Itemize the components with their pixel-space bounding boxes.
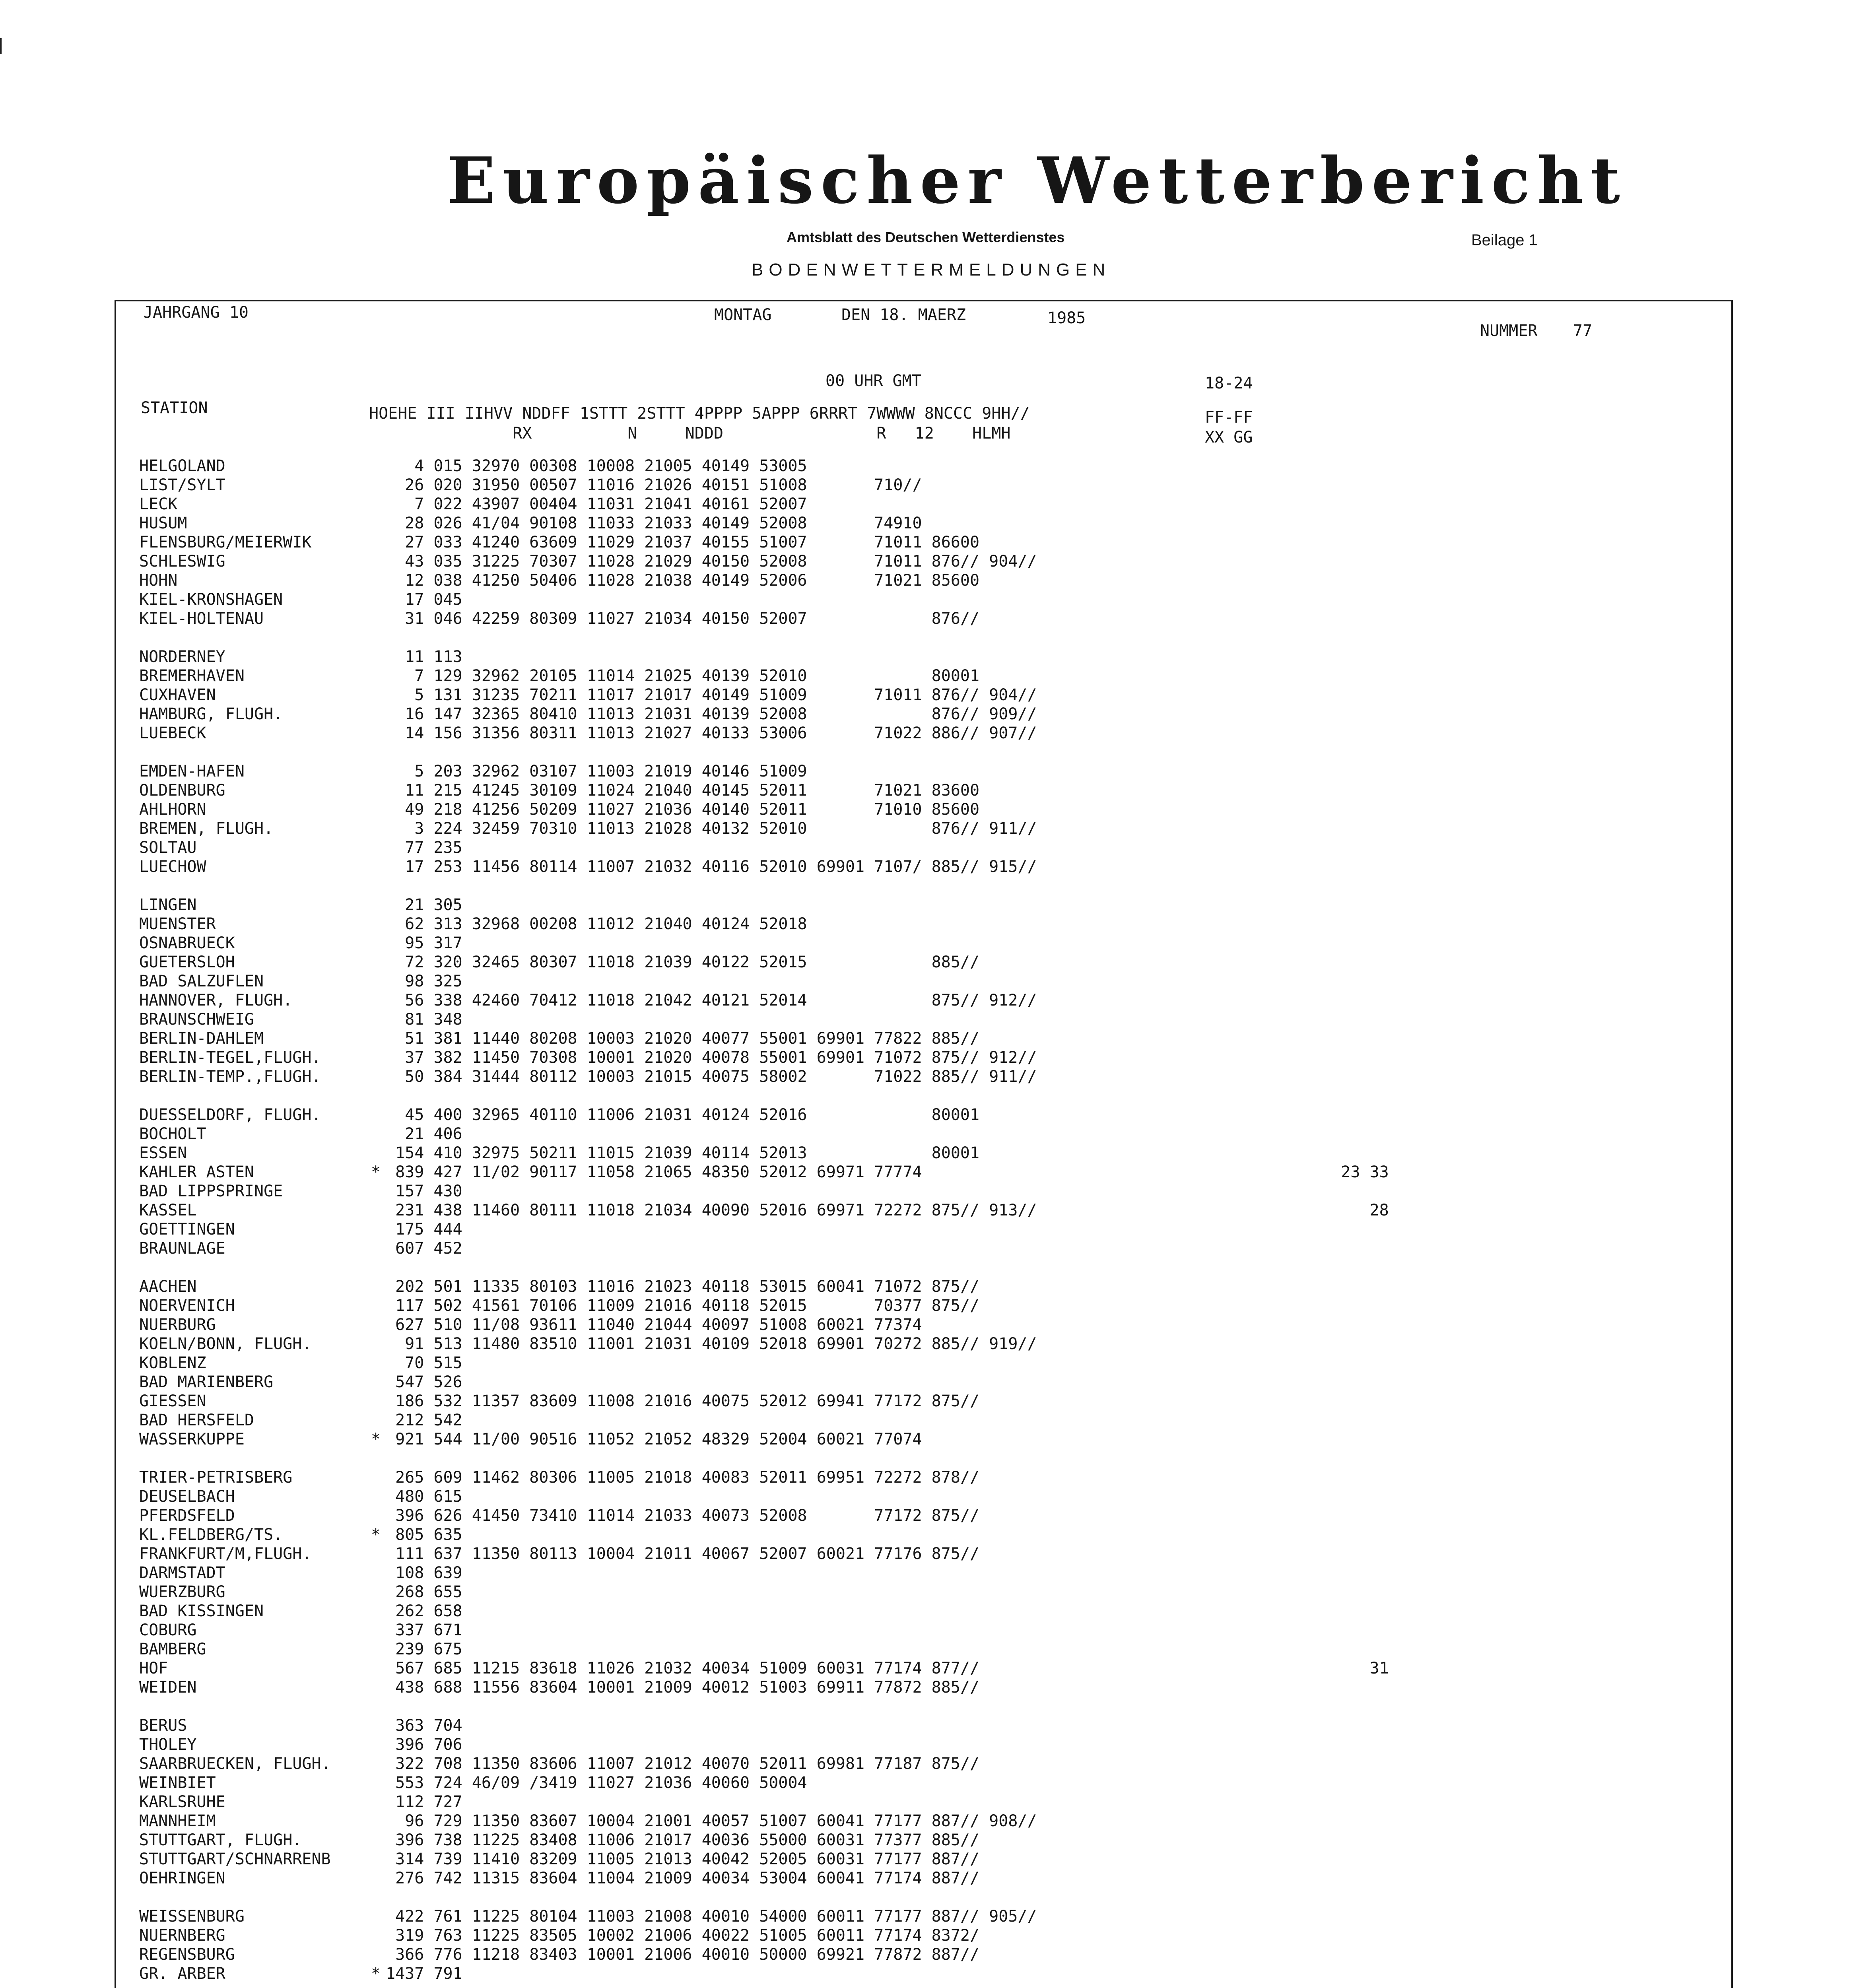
- station-row: [139, 1010, 1451, 1029]
- station-row: [139, 1392, 1451, 1411]
- station-data: 239 675: [386, 1640, 462, 1658]
- station-row: [139, 1602, 1451, 1621]
- station-data: 7 129 32962 20105 11014 21025 40139 52010 80001: [386, 667, 980, 685]
- station-row: [139, 476, 1451, 495]
- station-name: AACHEN: [139, 1277, 197, 1296]
- station-row: [139, 838, 1451, 857]
- station-data: 56 338 42460 70412 11018 21042 40121 52014 875// 912//: [386, 991, 1037, 1010]
- station-row: [139, 666, 1451, 685]
- station-name: BREMEN, FLUGH.: [139, 819, 274, 838]
- station-name: NOERVENICH: [139, 1297, 235, 1315]
- station-name: BAD KISSINGEN: [139, 1602, 264, 1620]
- station-row: [139, 1143, 1451, 1163]
- station-data: 363 704: [386, 1716, 462, 1735]
- station-data: 43 035 31225 70307 11028 21029 40150 52008 71011 876// 904//: [386, 552, 1037, 571]
- station-name: KOELN/BONN, FLUGH.: [139, 1335, 312, 1353]
- station-data: 265 609 11462 80306 11005 21018 40083 52011 69951 72272 878//: [386, 1468, 980, 1487]
- station-row: [139, 1124, 1451, 1143]
- station-row: [139, 1048, 1451, 1067]
- station-name: GR. ARBER: [139, 1965, 225, 1983]
- station-row: [139, 1831, 1451, 1850]
- station-row: [139, 762, 1451, 781]
- station-name: OEHRINGEN: [139, 1869, 225, 1887]
- extra-header-line-2: XX GG: [1205, 428, 1253, 447]
- station-data: 157 430: [386, 1182, 462, 1200]
- station-row: [139, 1926, 1451, 1945]
- station-data: 4 015 32970 00308 10008 21005 40149 53005: [386, 457, 807, 475]
- station-row: [139, 1544, 1451, 1563]
- station-name: BERUS: [139, 1716, 187, 1735]
- station-row: [139, 1563, 1451, 1582]
- station-row: [139, 1506, 1451, 1525]
- group-spacer: [139, 1983, 1451, 1988]
- station-data: 231 438 11460 80111 11018 21034 40090 52016 69971 72272 875// 913//: [386, 1201, 1037, 1219]
- station-row: [139, 1582, 1451, 1602]
- station-name: MUENSTER: [139, 915, 216, 933]
- station-data: 921 544 11/00 90516 11052 21052 48329 52004 60021 77074: [386, 1430, 922, 1448]
- station-data: 547 526: [386, 1373, 462, 1391]
- station-data: 11 215 41245 30109 11024 21040 40145 52011 71021 83600: [386, 781, 980, 800]
- station-data: 396 626 41450 73410 11014 21033 40073 52008 77172 875//: [386, 1507, 980, 1525]
- station-row: [139, 1678, 1451, 1697]
- station-data: 17 253 11456 80114 11007 21032 40116 52010 69901 7107/ 885// 915//: [386, 858, 1037, 876]
- station-data: 268 655: [386, 1583, 462, 1601]
- group-spacer: [139, 1888, 1451, 1907]
- station-name: HAMBURG, FLUGH.: [139, 705, 283, 723]
- station-row: [139, 685, 1451, 705]
- station-data: 31 046 42259 80309 11027 21034 40150 52007 876//: [386, 610, 980, 628]
- station-row: [139, 1411, 1451, 1430]
- station-data: 3 224 32459 70310 11013 21028 40132 52010 876// 911//: [386, 819, 1037, 838]
- station-data: 567 685 11215 83618 11026 21032 40034 51009 60031 77174 877//: [386, 1659, 980, 1677]
- mountain-marker: *: [371, 1965, 381, 1983]
- station-row: [139, 1201, 1451, 1220]
- station-name: BAD MARIENBERG: [139, 1373, 274, 1391]
- station-column-header: STATION: [141, 399, 208, 417]
- page-title: Europäischer Wetterbericht: [447, 143, 1627, 218]
- group-spacer: [139, 743, 1451, 762]
- station-data: 337 671: [386, 1621, 462, 1639]
- group-spacer: [139, 1086, 1451, 1105]
- code-header-line-1: HOEHE III IIHVV NDDFF 1STTT 2STTT 4PPPP 5APPP 6RRRT 7WWWW 8NCCC 9HH//: [369, 404, 1030, 423]
- station-row: [139, 1792, 1451, 1811]
- station-data: 28 026 41/04 90108 11033 21033 40149 52008 74910: [386, 514, 922, 532]
- station-extra: 28: [1312, 1201, 1389, 1219]
- station-row: [139, 1182, 1451, 1201]
- section-title: BODENWETTERMELDUNGEN: [752, 260, 1111, 280]
- station-row: [139, 456, 1451, 476]
- station-name: LUEBECK: [139, 724, 206, 742]
- station-data: 805 635: [386, 1526, 462, 1544]
- station-data: 117 502 41561 70106 11009 21016 40118 52015 70377 875//: [386, 1297, 980, 1315]
- station-row: [139, 705, 1451, 724]
- station-extra: 23 33: [1312, 1163, 1389, 1181]
- station-data: 45 400 32965 40110 11006 21031 40124 52016 80001: [386, 1106, 980, 1124]
- station-data: 112 727: [386, 1793, 462, 1811]
- station-name: HANNOVER, FLUGH.: [139, 991, 293, 1010]
- publisher-subtitle: Amtsblatt des Deutschen Wetterdienstes: [787, 229, 1065, 245]
- supplement-label: Beilage 1: [1471, 231, 1538, 249]
- station-row: [139, 1964, 1451, 1983]
- station-name: NORDERNEY: [139, 648, 225, 666]
- extra-time-label: 18-24: [1205, 374, 1253, 392]
- station-name: KIEL-HOLTENAU: [139, 610, 264, 628]
- station-row: [139, 514, 1451, 533]
- station-name: STUTTGART, FLUGH.: [139, 1831, 302, 1849]
- station-data: 262 658: [386, 1602, 462, 1620]
- station-row: [139, 1716, 1451, 1735]
- station-row: [139, 1907, 1451, 1926]
- group-spacer: [139, 876, 1451, 895]
- station-row: [139, 571, 1451, 590]
- station-name: GUETERSLOH: [139, 953, 235, 971]
- station-data: 62 313 32968 00208 11012 21040 40124 52018: [386, 915, 807, 933]
- scan-mark: [0, 38, 6, 54]
- station-name: BERLIN-TEMP.,FLUGH.: [139, 1068, 321, 1086]
- group-spacer: [139, 628, 1451, 647]
- station-data: 16 147 32365 80410 11013 21031 40139 52008 876// 909//: [386, 705, 1037, 723]
- station-data: 49 218 41256 50209 11027 21036 40140 52011 71010 85600: [386, 800, 980, 819]
- station-data: 322 708 11350 83606 11007 21012 40070 52011 69981 77187 875//: [386, 1755, 980, 1773]
- station-row: [139, 724, 1451, 743]
- station-data: 27 033 41240 63609 11029 21037 40155 51007 71011 86600: [386, 533, 980, 551]
- station-row: [139, 1945, 1451, 1964]
- station-name: KIEL-KRONSHAGEN: [139, 590, 283, 609]
- station-data: 1437 791: [386, 1965, 462, 1983]
- station-name: STUTTGART/SCHNARRENB: [139, 1850, 331, 1868]
- station-name: BAD LIPPSPRINGE: [139, 1182, 283, 1200]
- station-name: LECK: [139, 495, 178, 513]
- station-data: 276 742 11315 83604 11004 21009 40034 53004 60041 77174 887//: [386, 1869, 980, 1887]
- station-row: [139, 1067, 1451, 1086]
- station-name: PFERDSFELD: [139, 1507, 235, 1525]
- volume-label: JAHRGANG 10: [143, 303, 249, 322]
- station-row: [139, 590, 1451, 609]
- station-name: BAMBERG: [139, 1640, 206, 1658]
- station-row: [139, 1869, 1451, 1888]
- station-row: [139, 1334, 1451, 1353]
- station-data: 438 688 11556 83604 10001 21009 40012 51003 69911 77872 885//: [386, 1678, 980, 1697]
- mountain-marker: *: [371, 1430, 381, 1448]
- station-data: 5 131 31235 70211 11017 21017 40149 51009 71011 876// 904//: [386, 686, 1037, 704]
- station-name: TRIER-PETRISBERG: [139, 1468, 293, 1487]
- station-data: 553 724 46/09 /3419 11027 21036 40060 50004: [386, 1774, 807, 1792]
- station-data: 422 761 11225 80104 11003 21008 40010 54000 60011 77177 887// 905//: [386, 1907, 1037, 1926]
- station-name: WEISSENBURG: [139, 1907, 245, 1926]
- station-data: 607 452: [386, 1239, 462, 1258]
- station-row: [139, 1029, 1451, 1048]
- station-row: [139, 533, 1451, 552]
- station-name: SOLTAU: [139, 839, 197, 857]
- station-name: CUXHAVEN: [139, 686, 216, 704]
- station-data: 314 739 11410 83209 11005 21013 40042 52005 60031 77177 887//: [386, 1850, 980, 1868]
- station-data: 51 381 11440 80208 10003 21020 40077 55001 69901 77822 885//: [386, 1029, 980, 1048]
- station-row: [139, 1850, 1451, 1869]
- station-name: BRAUNSCHWEIG: [139, 1010, 254, 1029]
- station-data: 186 532 11357 83609 11008 21016 40075 52012 69941 77172 875//: [386, 1392, 980, 1410]
- group-spacer: [139, 1258, 1451, 1277]
- station-name: KOBLENZ: [139, 1354, 206, 1372]
- station-data: 21 406: [386, 1125, 462, 1143]
- station-row: [139, 1754, 1451, 1773]
- station-data: 154 410 32975 50211 11015 21039 40114 52013 80001: [386, 1144, 980, 1162]
- station-name: BRAUNLAGE: [139, 1239, 225, 1258]
- year-label: 1985: [1047, 309, 1086, 327]
- station-data: 72 320 32465 80307 11018 21039 40122 52015 885//: [386, 953, 980, 971]
- station-data: 396 738 11225 83408 11006 21017 40036 55000 60031 77377 885//: [386, 1831, 980, 1849]
- station-name: BERLIN-DAHLEM: [139, 1029, 264, 1048]
- station-name: BAD HERSFELD: [139, 1411, 254, 1429]
- station-name: FRANKFURT/M,FLUGH.: [139, 1545, 312, 1563]
- station-name: SAARBRUECKEN, FLUGH.: [139, 1755, 331, 1773]
- station-data: 21 305: [386, 896, 462, 914]
- station-data: 26 020 31950 00507 11016 21026 40151 51008 710//: [386, 476, 922, 494]
- station-data: 37 382 11450 70308 10001 21020 40078 55001 69901 71072 875// 912//: [386, 1048, 1037, 1067]
- station-name: REGENSBURG: [139, 1945, 235, 1964]
- mountain-marker: *: [371, 1163, 381, 1181]
- station-row: [139, 1163, 1451, 1182]
- extra-header-line-1: FF-FF: [1205, 408, 1253, 427]
- station-data: 396 706: [386, 1736, 462, 1754]
- station-name: OSNABRUECK: [139, 934, 235, 952]
- station-name: SCHLESWIG: [139, 552, 225, 571]
- station-name: DEUSELBACH: [139, 1487, 235, 1506]
- station-name: KARLSRUHE: [139, 1793, 225, 1811]
- station-name: COBURG: [139, 1621, 197, 1639]
- date-label: DEN 18. MAERZ: [841, 306, 966, 324]
- station-row: [139, 781, 1451, 800]
- station-row: [139, 1105, 1451, 1124]
- station-row: [139, 1353, 1451, 1373]
- station-data: 319 763 11225 83505 10002 21006 40022 51005 60011 77174 8372/: [386, 1926, 980, 1945]
- station-data: 12 038 41250 50406 11028 21038 40149 52006 71021 85600: [386, 571, 980, 590]
- station-row: [139, 934, 1451, 953]
- station-row: [139, 1277, 1451, 1296]
- observation-time: 00 UHR GMT: [825, 372, 921, 390]
- station-name: BERLIN-TEGEL,FLUGH.: [139, 1048, 321, 1067]
- station-name: HUSUM: [139, 514, 187, 532]
- station-name: BAD SALZUFLEN: [139, 972, 264, 990]
- station-data: 202 501 11335 80103 11016 21023 40118 53015 60041 71072 875//: [386, 1277, 980, 1296]
- station-data: 111 637 11350 80113 10004 21011 40067 52007 60021 77176 875//: [386, 1545, 980, 1563]
- station-name: NUERNBERG: [139, 1926, 225, 1945]
- group-spacer: [139, 1697, 1451, 1716]
- station-row: [139, 1659, 1451, 1678]
- station-name: NUERBURG: [139, 1316, 216, 1334]
- code-header-line-2: RX N NDDD R 12 HLMH: [369, 424, 1011, 443]
- station-name: KL.FELDBERG/TS.: [139, 1526, 283, 1544]
- station-data: 839 427 11/02 90117 11058 21065 48350 52012 69971 77774: [386, 1163, 922, 1181]
- station-name: WEINBIET: [139, 1774, 216, 1792]
- station-row: [139, 1735, 1451, 1754]
- station-data: 50 384 31444 80112 10003 21015 40075 58002 71022 885// 911//: [386, 1068, 1037, 1086]
- station-row: [139, 609, 1451, 628]
- station-row: [139, 972, 1451, 991]
- station-data: 480 615: [386, 1487, 462, 1506]
- station-row: [139, 495, 1451, 514]
- station-data: 108 639: [386, 1564, 462, 1582]
- station-row: [139, 1640, 1451, 1659]
- station-name: DUESSELDORF, FLUGH.: [139, 1106, 321, 1124]
- station-name: WEIDEN: [139, 1678, 197, 1697]
- station-name: KASSEL: [139, 1201, 197, 1219]
- issue-number-label: NUMMER: [1480, 322, 1538, 340]
- station-row: [139, 1811, 1451, 1831]
- station-name: LUECHOW: [139, 858, 206, 876]
- station-name: FLENSBURG/MEIERWIK: [139, 533, 312, 551]
- station-name: LINGEN: [139, 896, 197, 914]
- station-table: [139, 456, 1451, 1988]
- station-data: 70 515: [386, 1354, 462, 1372]
- station-row: [139, 1220, 1451, 1239]
- station-row: [139, 1621, 1451, 1640]
- station-data: 366 776 11218 83403 10001 21006 40010 50000 69921 77872 887//: [386, 1945, 980, 1964]
- station-name: HELGOLAND: [139, 457, 225, 475]
- mountain-marker: *: [371, 1526, 381, 1544]
- weekday-label: MONTAG: [714, 306, 772, 324]
- station-row: [139, 1525, 1451, 1544]
- station-row: [139, 1773, 1451, 1792]
- station-extra: 31: [1312, 1659, 1389, 1677]
- station-row: [139, 1239, 1451, 1258]
- station-name: OLDENBURG: [139, 781, 225, 800]
- station-row: [139, 819, 1451, 838]
- station-name: BREMERHAVEN: [139, 667, 245, 685]
- station-row: [139, 914, 1451, 934]
- station-name: ESSEN: [139, 1144, 187, 1162]
- station-data: 5 203 32962 03107 11003 21019 40146 51009: [386, 762, 807, 780]
- station-row: [139, 647, 1451, 666]
- station-name: THOLEY: [139, 1736, 197, 1754]
- station-row: [139, 953, 1451, 972]
- station-data: 77 235: [386, 839, 462, 857]
- station-row: [139, 895, 1451, 914]
- station-row: [139, 1296, 1451, 1315]
- station-data: 95 317: [386, 934, 462, 952]
- station-name: GOETTINGEN: [139, 1220, 235, 1239]
- station-name: AHLHORN: [139, 800, 206, 819]
- station-data: 14 156 31356 80311 11013 21027 40133 53006 71022 886// 907//: [386, 724, 1037, 742]
- station-name: HOHN: [139, 571, 178, 590]
- station-name: MANNHEIM: [139, 1812, 216, 1830]
- station-name: GIESSEN: [139, 1392, 206, 1410]
- station-row: [139, 1430, 1451, 1449]
- station-row: [139, 1468, 1451, 1487]
- station-name: WASSERKUPPE: [139, 1430, 245, 1448]
- station-name: KAHLER ASTEN: [139, 1163, 254, 1181]
- station-row: [139, 1315, 1451, 1334]
- station-data: 11 113: [386, 648, 462, 666]
- station-data: 175 444: [386, 1220, 462, 1239]
- station-data: 7 022 43907 00404 11031 21041 40161 52007: [386, 495, 807, 513]
- group-spacer: [139, 1449, 1451, 1468]
- station-data: 81 348: [386, 1010, 462, 1029]
- station-name: LIST/SYLT: [139, 476, 225, 494]
- station-data: 627 510 11/08 93611 11040 21044 40097 51008 60021 77374: [386, 1316, 922, 1334]
- station-row: [139, 857, 1451, 876]
- station-row: [139, 800, 1451, 819]
- station-name: EMDEN-HAFEN: [139, 762, 245, 780]
- station-name: HOF: [139, 1659, 168, 1677]
- station-row: [139, 1487, 1451, 1506]
- station-row: [139, 552, 1451, 571]
- station-data: 96 729 11350 83607 10004 21001 40057 51007 60041 77177 887// 908//: [386, 1812, 1037, 1830]
- issue-number-value: 77: [1573, 322, 1593, 340]
- station-row: [139, 991, 1451, 1010]
- station-data: 91 513 11480 83510 11001 21031 40109 52018 69901 70272 885// 919//: [386, 1335, 1037, 1353]
- station-row: [139, 1373, 1451, 1392]
- station-data: 98 325: [386, 972, 462, 990]
- station-data: 212 542: [386, 1411, 462, 1429]
- station-name: DARMSTADT: [139, 1564, 225, 1582]
- station-name: BOCHOLT: [139, 1125, 206, 1143]
- station-name: WUERZBURG: [139, 1583, 225, 1601]
- station-data: 17 045: [386, 590, 462, 609]
